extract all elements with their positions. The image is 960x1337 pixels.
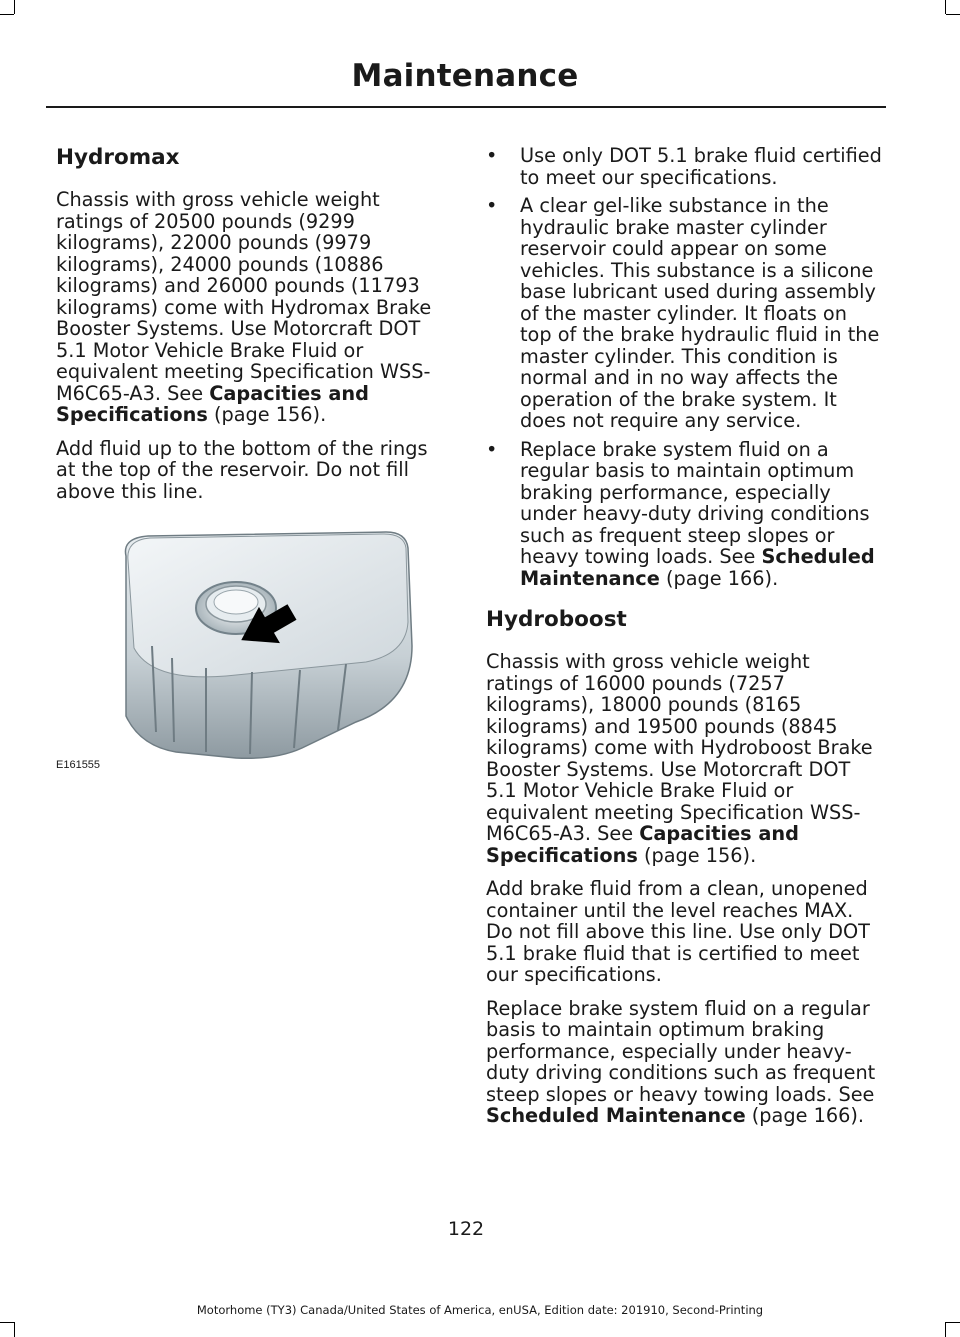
paragraph-text: Chassis with gross vehicle weight ratings of 20500 pounds (9299 kilograms), 22000 pounds (9979 kilograms), 24000 pounds (10886 kilograms) and 26000 pounds (11793 kilograms) come with Hydromax Brake Booster Systems. Use Motorcraft DOT 5.1 Motor Vehicle Brake Fluid or equivalent meeting Specification WSS-M6C65-A3. See	[56, 188, 432, 405]
figure-id: E161555	[56, 758, 101, 771]
bullet-text: Use only DOT 5.1 brake fluid certified to meet our specifications.	[520, 144, 882, 189]
left-column	[56, 145, 446, 784]
list-item	[486, 145, 882, 188]
brake-reservoir-illustration	[56, 526, 446, 784]
crop-mark	[946, 1322, 960, 1323]
page-ref: (page 166).	[659, 566, 779, 590]
crop-mark	[945, 1322, 946, 1337]
crop-mark	[0, 1322, 14, 1323]
crop-mark	[0, 14, 14, 15]
crop-mark	[14, 1322, 15, 1337]
hydroboost-paragraph-3	[486, 998, 882, 1127]
bullet-text: Replace brake system fluid on a regular basis to maintain optimum braking performance, especially under heavy-duty driving conditions such as frequent steep slopes or heavy towing loads. See	[520, 437, 870, 568]
page-ref: (page 166).	[745, 1104, 865, 1127]
page-header-title: Maintenance	[351, 58, 579, 94]
hydromax-paragraph-1	[56, 189, 446, 426]
page-ref: (page 156).	[637, 843, 757, 867]
hydromax-paragraph-2: Add fluid up to the bottom of the rings at the top of the reservoir. Do not fill above this line.	[56, 436, 428, 503]
scheduled-maintenance-link[interactable]: Scheduled Maintenance	[486, 1104, 746, 1127]
bullet-dot: •	[486, 437, 498, 461]
footer-edition: Motorhome (TY3) Canada/United States of America, enUSA, Edition date: 201910, Second-Printing	[196, 1303, 764, 1317]
bullet-dot: •	[486, 144, 498, 167]
scheduled-maintenance-link[interactable]: Scheduled Maintenance	[520, 545, 875, 590]
bullet-list	[486, 145, 882, 589]
crop-mark	[945, 0, 946, 14]
list-item	[486, 439, 882, 590]
list-item	[486, 195, 882, 432]
hydroboost-paragraph-1	[486, 651, 882, 866]
paragraph-text: Replace brake system fluid on a regular basis to maintain optimum braking performance, especially under heavy-duty driving conditions such as frequent steep slopes or heavy towing loads. See	[486, 996, 876, 1106]
page-number: 122	[447, 1218, 485, 1240]
capacities-link[interactable]: Capacities and Specifications	[56, 381, 369, 426]
section-heading-hydromax: Hydromax	[56, 145, 180, 170]
right-column	[486, 145, 882, 1139]
header-rule	[46, 106, 886, 108]
paragraph-text: Chassis with gross vehicle weight ratings of 16000 pounds (7257 kilograms), 18000 pounds (8165 kilograms) and 19500 pounds (8845 kilograms) come with Hydroboost Brake Booster Systems. Use Motorcraft DOT 5.1 Motor Vehicle Brake Fluid or equivalent meeting Specification WSS-M6C65-A3. See	[486, 650, 873, 845]
section-heading-hydroboost: Hydroboost	[486, 607, 627, 632]
capacities-link[interactable]: Capacities and Specifications	[486, 822, 799, 867]
page-ref: (page 156).	[207, 403, 327, 426]
reservoir-figure	[56, 526, 446, 784]
bullet-text: A clear gel-like substance in the hydraulic brake master cylinder reservoir could appear on some vehicles. This substance is a silicone base lubricant used during assembly of the master cylinder. It floats on top of the brake hydraulic fluid in the master cylinder. This condition is normal and in no way affects the operation of the brake system. It does not require any service.	[520, 194, 880, 432]
hydroboost-paragraph-2: Add brake fluid from a clean, unopened container until the level reaches MAX. Do not fill above this line. Use only DOT 5.1 brake fluid that is certified to meet our specifications.	[486, 877, 870, 986]
crop-mark	[14, 0, 15, 14]
bullet-dot: •	[486, 194, 498, 217]
crop-mark	[946, 14, 960, 15]
